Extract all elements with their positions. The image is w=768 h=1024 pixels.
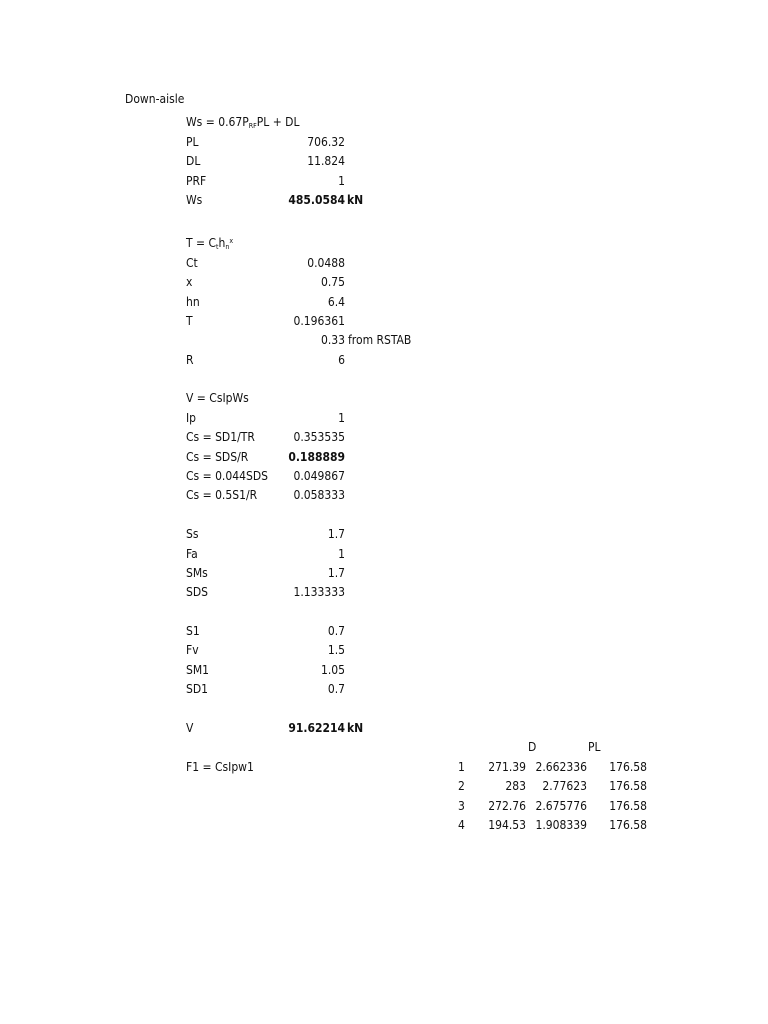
row-d: 2.675776 — [535, 799, 587, 813]
hn-value: 6.4 — [327, 295, 345, 309]
sd1-value: 0.7 — [327, 682, 345, 696]
cs3-value: 0.049867 — [293, 469, 345, 483]
row-pl: 176.58 — [609, 799, 647, 813]
ws-formula: $Ws = 0.67P_{RF}PL$ + DL — [186, 115, 300, 130]
ws-value: 485.0584 — [288, 193, 345, 207]
x-value: 0.75 — [320, 275, 345, 289]
ip-label: Ip — [186, 411, 197, 425]
sms-label: SMs — [186, 566, 208, 580]
row-pl: 176.58 — [609, 760, 647, 774]
pl-value: 706.32 — [307, 135, 345, 149]
s1-label: S1 — [186, 624, 200, 638]
ip-value: 1 — [338, 411, 345, 425]
hn-label: hn — [186, 295, 200, 309]
row-weight: 272.76 — [488, 799, 526, 813]
v-unit: kN — [347, 721, 364, 735]
rstab-value: 0.33 — [320, 333, 345, 347]
s1-value: 0.7 — [327, 624, 345, 638]
cs4-label: Cs = 0.5S1/R — [186, 488, 258, 502]
sds-label: SDS — [186, 585, 209, 599]
cs2-label: Cs = SDS/R — [186, 450, 249, 464]
cs3-label: Cs = 0.044SDS — [186, 469, 268, 483]
prf-label: PRF — [186, 174, 207, 188]
fv-value: 1.5 — [327, 643, 345, 657]
sd1-label: SD1 — [186, 682, 209, 696]
cs2-value: 0.188889 — [288, 450, 345, 464]
x-label: x — [186, 275, 193, 289]
t-formula: $T = C_th_n^x$ — [186, 236, 234, 251]
row-index: 4 — [458, 818, 465, 832]
ws-label: Ws — [186, 193, 203, 207]
sm1-label: SM1 — [186, 663, 210, 677]
dl-value: 11.824 — [307, 154, 345, 168]
r-label: R — [186, 353, 194, 367]
v-formula: V = CsIpWs — [186, 391, 249, 405]
rstab-note: from RSTAB — [348, 333, 412, 347]
fv-label: Fv — [186, 643, 199, 657]
ss-value: 1.7 — [327, 527, 345, 541]
sm1-value: 1.05 — [320, 663, 345, 677]
ct-label: Ct — [186, 256, 198, 270]
fa-value: 1 — [338, 547, 345, 561]
t-label: T — [186, 314, 193, 328]
sds-value: 1.133333 — [293, 585, 345, 599]
row-weight: 283 — [505, 779, 526, 793]
t-value: 0.196361 — [293, 314, 345, 328]
row-d: 2.77623 — [542, 779, 587, 793]
r-value: 6 — [338, 353, 345, 367]
prf-value: 1 — [338, 174, 345, 188]
section-heading: Down-aisle — [125, 92, 185, 106]
fa-label: Fa — [186, 547, 198, 561]
ws-unit: kN — [347, 193, 364, 207]
row-index: 3 — [458, 799, 465, 813]
sms-value: 1.7 — [327, 566, 345, 580]
f1-label: F1 = CsIpw1 — [186, 760, 254, 774]
row-index: 1 — [458, 760, 465, 774]
cs1-value: 0.353535 — [293, 430, 345, 444]
ct-value: 0.0488 — [307, 256, 345, 270]
row-weight: 271.39 — [488, 760, 526, 774]
row-d: 2.662336 — [535, 760, 587, 774]
row-d: 1.908339 — [535, 818, 587, 832]
v-label: V — [186, 721, 194, 735]
row-pl: 176.58 — [609, 779, 647, 793]
table-header-d: D — [528, 740, 537, 754]
row-index: 2 — [458, 779, 465, 793]
row-weight: 194.53 — [488, 818, 526, 832]
ss-label: Ss — [186, 527, 199, 541]
table-header-pl: PL — [588, 740, 601, 754]
row-pl: 176.58 — [609, 818, 647, 832]
v-value: 91.62214 — [288, 721, 345, 735]
cs4-value: 0.058333 — [293, 488, 345, 502]
pl-label: PL — [186, 135, 199, 149]
dl-label: DL — [186, 154, 201, 168]
cs1-label: Cs = SD1/TR — [186, 430, 255, 444]
